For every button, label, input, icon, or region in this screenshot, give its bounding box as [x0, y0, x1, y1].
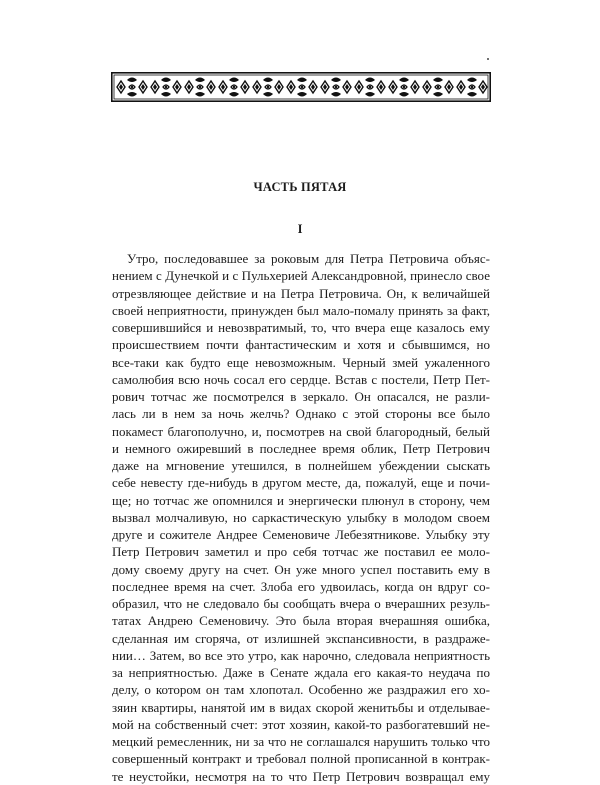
- text-line: Петр Петрович заметил и про себя тотчас же поставил ее моло-: [112, 544, 490, 560]
- text-line: рович тотчас же посмотрелся в зеркало. Он опасался, не разли-: [112, 389, 490, 404]
- text-line: покамест благополучно, и, посмотрев на свой благородный, белый: [112, 423, 490, 439]
- text-line: себе невесту где-нибудь в другом месте, да, пожалуй, еще и почи-: [112, 475, 490, 491]
- page-mark: [487, 58, 489, 60]
- text-line: своей неприятности, принужден был мало-помалу принять за факт,: [112, 302, 490, 318]
- text-line: делу, о котором он там хлопотал. Особенно же раздражил его хо-: [112, 682, 490, 698]
- text-line: совершившийся и невозвратимый, то, что вчера еще казалось ему: [112, 320, 490, 335]
- text-line: и немного ожиревший в последнее время облик, Петр Петрович: [112, 440, 490, 456]
- text-line: зяин квартиры, нанятой им в видах скорой женитьбы и отделывае-: [112, 699, 490, 715]
- text-line: образил, что не следовало бы сообщать вчера о вчерашних резуль-: [112, 596, 490, 611]
- text-line: друге и сожителе Андрее Семеновиче Лебезятникове. Улыбку эту: [112, 527, 490, 542]
- text-line: дому своему другу на счет. Он уже много успел поставить ему в: [112, 561, 490, 577]
- part-title: ЧАСТЬ ПЯТАЯ: [253, 180, 347, 194]
- text-line: татах Андрею Семеновичу. Это была вторая вчерашняя ошибка,: [112, 613, 490, 629]
- text-line: сделанная им сгоряча, от излишней экспансивности, в раздраже-: [112, 630, 490, 646]
- text-line: Утро, последовавшее за роковым для Петра Петровича объяс-: [127, 251, 490, 266]
- chapter-number: I: [297, 222, 303, 236]
- text-line: нии… Затем, во все это утро, как нарочно, следовала неприятность: [112, 647, 490, 663]
- decorative-border-ornament: [111, 72, 491, 102]
- text-line: все-таки как будто еще невозможным. Черный змей ужаленного: [112, 354, 490, 370]
- text-line: те неустойки, несмотря на то что Петр Петрович возвращал ему: [112, 768, 490, 784]
- text-line: вызвал молчаливую, но саркастическую улыбку в молодом своем: [112, 509, 490, 525]
- text-line: происшествием почти фантастическим и хотя и сбывшимся, но: [112, 337, 490, 353]
- text-line: последнее время на счет. Злоба его удвоилась, когда он вдруг со-: [112, 578, 490, 594]
- text-line: самолюбия всю ночь сосал его сердце. Встав с постели, Петр Пет-: [112, 371, 490, 387]
- text-line: лась ли в нем за ночь желчь? Однако с этой стороны все было: [112, 406, 490, 422]
- text-line: даже на мгновение утешился, в полнейшем убеждении сыскать: [112, 458, 490, 473]
- text-line: за неприятностью. Даже в Сенате ждала его какая-то неудача по: [112, 665, 490, 680]
- text-line: нением с Дунечкой и с Пульхерией Александровной, принесло свое: [112, 268, 490, 284]
- text-line: мецкий ремесленник, ни за что не соглашался нарушить только что: [112, 734, 490, 749]
- text-line: совершенный контракт и требовал полной прописанной в контрак-: [112, 751, 490, 767]
- text-line: мой на собственный счет: этот хозяин, какой-то разбогатевший не-: [112, 716, 490, 732]
- text-line: ще; но тотчас же опомнился и энергически плюнул в сторону, чем: [112, 492, 490, 508]
- body-text: [112, 250, 490, 785]
- text-line: отрезвляющее действие и на Петра Петровича. Он, к величайшей: [112, 285, 490, 301]
